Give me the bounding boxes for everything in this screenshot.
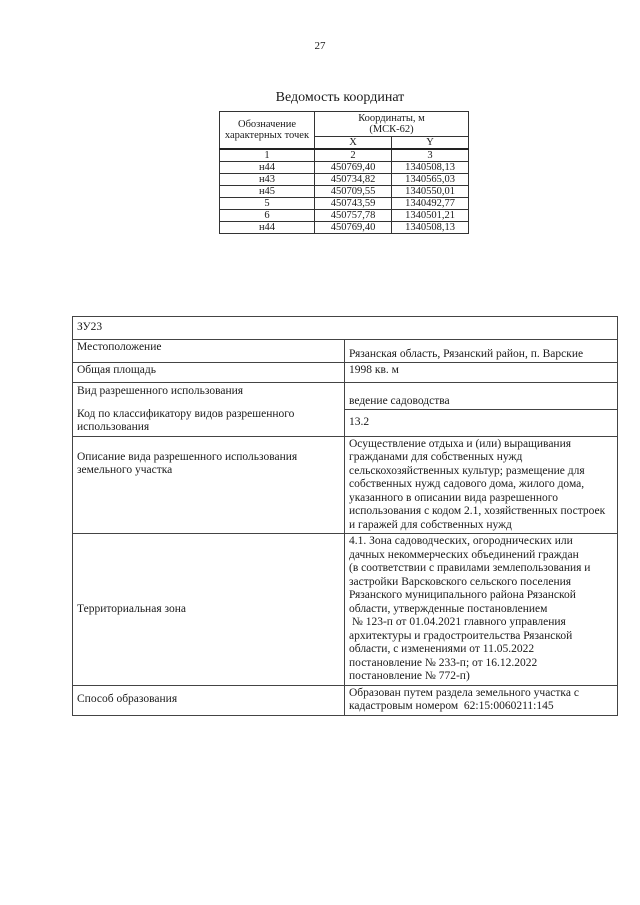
location-row xyxy=(73,340,618,363)
zone-value-line: постановление № 772-п) xyxy=(349,670,470,682)
y-cell: 1340508,13 xyxy=(392,222,469,234)
column-number-row xyxy=(220,149,469,162)
zone-value xyxy=(345,534,618,686)
y-cell: 1340508,13 xyxy=(392,162,469,174)
table-row xyxy=(220,174,469,186)
area-row xyxy=(73,363,618,383)
y-cell: 1340565,03 xyxy=(392,174,469,186)
plot-id-row xyxy=(73,317,618,340)
table-row xyxy=(220,210,469,222)
area-label: Общая площадь xyxy=(73,363,345,383)
zone-value-line: области, с изменениями от 11.05.2022 xyxy=(349,643,535,655)
coordinates-header-line2: (МСК-62) xyxy=(369,124,414,135)
x-cell: 450709,55 xyxy=(315,186,392,198)
use-description-label: Описание вида разрешенного использования земельного участка xyxy=(73,436,345,534)
point-designation-header: Обозначение характерных точек xyxy=(220,112,315,150)
formation-value: Образован путем раздела земельного участка с кадастровым номером 62:15:0060211:145 xyxy=(345,685,618,715)
point-cell: 6 xyxy=(220,210,315,222)
location-value: Рязанская область, Рязанский район, п. Варские xyxy=(345,340,618,363)
coordinates-header xyxy=(315,112,469,137)
coordinates-statement-title: Ведомость координат xyxy=(275,90,405,105)
x-cell: 450757,78 xyxy=(315,210,392,222)
zone-value-line: 4.1. Зона садоводческих, огороднических или xyxy=(349,535,573,547)
land-plot-table xyxy=(72,316,618,716)
column-number-3: 3 xyxy=(392,149,469,162)
zone-value-line: области, утвержденные постановлением xyxy=(349,602,548,615)
y-column-header: Y xyxy=(392,137,469,150)
formation-label: Способ образования xyxy=(73,685,345,715)
zone-value-line: застройки Варсковского сельского поселения xyxy=(349,575,572,588)
table-row xyxy=(220,198,469,210)
column-number-1: 1 xyxy=(220,149,315,162)
permitted-use-value: ведение садоводства xyxy=(345,383,618,410)
classifier-code-label: Код по классификатору видов разрешенного использования xyxy=(77,407,295,433)
page-number: 27 xyxy=(314,40,326,52)
zone-row xyxy=(73,534,618,686)
zone-value-line: (в соответствии с правилами землепользования и xyxy=(349,562,591,574)
table-row xyxy=(220,162,469,174)
zone-value-line: архитектуры и градостроительства Рязанской xyxy=(349,629,573,642)
permitted-use-label: Вид разрешенного использования xyxy=(77,385,244,397)
classifier-code-value: 13.2 xyxy=(345,410,618,436)
coordinates-header-line1: Координаты, м xyxy=(358,113,425,124)
location-label: Местоположение xyxy=(73,340,345,363)
plot-id: ЗУ23 xyxy=(73,317,618,340)
x-cell: 450734,82 xyxy=(315,174,392,186)
area-value: 1998 кв. м xyxy=(345,363,618,383)
x-cell: 450769,40 xyxy=(315,222,392,234)
x-cell: 450743,59 xyxy=(315,198,392,210)
permitted-use-row xyxy=(73,383,618,410)
coordinates-table xyxy=(219,111,469,234)
y-cell: 1340501,21 xyxy=(392,210,469,222)
point-cell: н44 xyxy=(220,222,315,234)
point-cell: 5 xyxy=(220,198,315,210)
zone-value-line: Рязанского муниципального района Рязанской xyxy=(349,589,576,601)
y-cell: 1340492,77 xyxy=(392,198,469,210)
x-column-header: X xyxy=(315,137,392,150)
use-description-value: Осуществление отдыха и (или) выращивания гражданами для собственных нужд сельскохозяйственных культур; размещение для собственных нужд садового дома, жилого дома, указанного в описании вида разрешенного использования с кодом 2.1, хозяйственных построек и гаражей для собственных нужд xyxy=(345,436,618,534)
point-cell: н44 xyxy=(220,162,315,174)
x-cell: 450769,40 xyxy=(315,162,392,174)
point-cell: н45 xyxy=(220,186,315,198)
point-cell: н43 xyxy=(220,174,315,186)
y-cell: 1340550,01 xyxy=(392,186,469,198)
zone-value-line: дачных некоммерческих объединений граждан xyxy=(349,548,579,561)
permitted-use-labels xyxy=(73,383,345,437)
formation-row xyxy=(73,685,618,715)
use-description-row xyxy=(73,436,618,534)
column-number-2: 2 xyxy=(315,149,392,162)
zone-value-line: постановление № 233-п; от 16.12.2022 xyxy=(349,656,538,669)
zone-label: Территориальная зона xyxy=(73,534,345,686)
table-row xyxy=(220,186,469,198)
table-row xyxy=(220,222,469,234)
zone-value-line: № 123-п от 01.04.2021 главного управления xyxy=(349,616,566,628)
